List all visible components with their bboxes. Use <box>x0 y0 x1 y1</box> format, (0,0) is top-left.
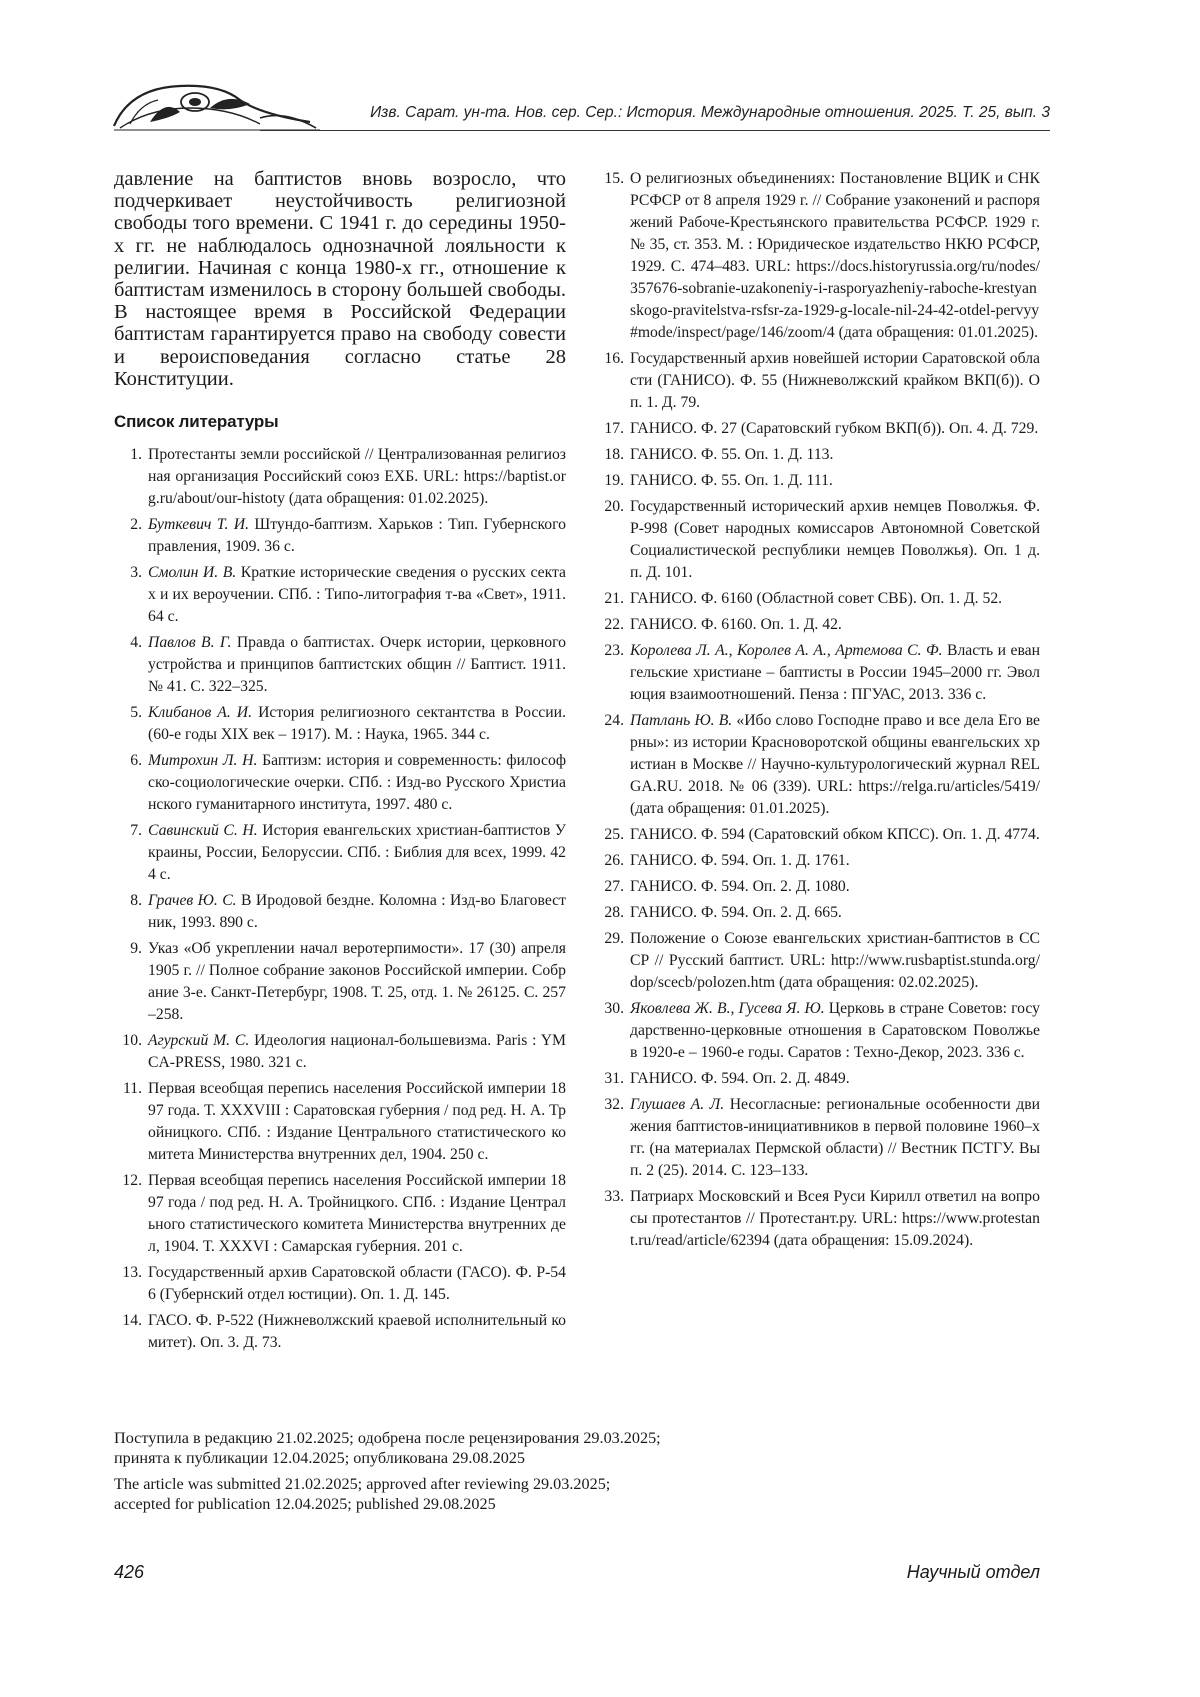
reference-text: ГАСО. Ф. Р-522 (Нижневолжский краевой исполнительный комитет). Оп. 3. Д. 73. <box>148 1312 566 1351</box>
reference-item <box>598 850 1040 872</box>
reference-item <box>598 418 1040 440</box>
reference-item <box>114 938 566 1026</box>
reference-text: ГАНИСО. Ф. 55. Оп. 1. Д. 111. <box>630 472 833 489</box>
reference-author: Королева Л. А., Королев А. А., Артемова С. Ф. <box>630 642 943 659</box>
reference-item <box>114 820 566 886</box>
reference-author: Грачев Ю. С. <box>148 892 237 909</box>
reference-item <box>598 1094 1040 1182</box>
reference-number: 18. <box>598 444 624 466</box>
reference-number: 11. <box>114 1078 142 1100</box>
reference-number: 28. <box>598 902 624 924</box>
reference-number: 33. <box>598 1186 624 1208</box>
reference-text: Краткие исторические сведения о русских сектах и их вероучении. СПб. : Типо-литография т-ва «Свет», 1911. 64 с. <box>148 564 566 625</box>
reference-item <box>114 1310 566 1354</box>
reference-number: 29. <box>598 928 624 950</box>
reference-item <box>598 928 1040 994</box>
reference-author: Клибанов А. И. <box>148 704 252 721</box>
dates-en-line2: accepted for publication 12.04.2025; published 29.08.2025 <box>114 1495 496 1513</box>
reference-number: 7. <box>114 820 142 842</box>
reference-text: Штундо-баптизм. Харьков : Тип. Губернского правления, 1909. 36 с. <box>148 516 566 555</box>
reference-item <box>598 876 1040 898</box>
reference-number: 20. <box>598 496 624 518</box>
reference-number: 17. <box>598 418 624 440</box>
reference-number: 26. <box>598 850 624 872</box>
reference-item <box>114 1030 566 1074</box>
reference-number: 24. <box>598 710 624 732</box>
reference-item <box>598 348 1040 414</box>
reference-item <box>598 614 1040 636</box>
reference-item <box>114 750 566 816</box>
reference-text: Баптизм: история и современность: философско-социологические очерки. СПб. : Изд-во Русского Христианского гуманитарного института, 1997. 480 с. <box>148 752 566 813</box>
reference-number: 5. <box>114 702 142 724</box>
reference-item <box>114 632 566 698</box>
reference-author: Буткевич Т. И. <box>148 516 249 533</box>
reference-text: «Ибо слово Господне право и все дела Его верны»: из истории Красноворотской общины евангельских христиан в Москве // Научно-культурологический журнал RELGA.RU. 2018. № 06 (339). URL: https://relga.ru/articles/5419/ (дата обращения: 01.01.2025). <box>630 712 1040 817</box>
reference-number: 16. <box>598 348 624 370</box>
reference-text: Государственный архив новейшей истории Саратовской области (ГАНИСО). Ф. 55 (Нижневолжский крайком ВКП(б)). Оп. 1. Д. 79. <box>630 350 1040 411</box>
reference-item <box>598 824 1040 846</box>
reference-number: 14. <box>114 1310 142 1332</box>
reference-text: ГАНИСО. Ф. 594 (Саратовский обком КПСС). Оп. 1. Д. 4774. <box>630 826 1040 843</box>
reference-text: Государственный архив Саратовской области (ГАСО). Ф. Р-546 (Губернский отдел юстиции). Оп. 1. Д. 145. <box>148 1264 566 1303</box>
reference-text: Первая всеобщая перепись населения Российской империи 1897 года / под ред. Н. А. Тройницкого. СПб. : Издание Центрального статистического комитета Министерства внутренних дел, 1904. Т. XXXVI : Самарская губерния. 201 с. <box>148 1172 566 1255</box>
reference-number: 19. <box>598 470 624 492</box>
reference-text: Церковь в стране Советов: государственно-церковные отношения в Саратовском Поволжье в 1920-е – 1960-е годы. Саратов : Техно-Декор, 2023. 336 с. <box>630 1000 1040 1061</box>
reference-text: ГАНИСО. Ф. 594. Оп. 2. Д. 665. <box>630 904 842 921</box>
reference-number: 6. <box>114 750 142 772</box>
reference-number: 23. <box>598 640 624 662</box>
reference-item <box>114 514 566 558</box>
reference-text: Несогласные: региональные особенности движения баптистов-инициативников в первой половине 1960–х гг. (на материалах Пермской области) // Вестник ПСТГУ. Вып. 2 (25). 2014. С. 123–133. <box>630 1096 1040 1179</box>
dates-ru <box>114 1428 814 1468</box>
reference-item <box>114 1078 566 1166</box>
reference-text: Первая всеобщая перепись населения Российской империи 1897 года. Т. XXXVIII : Саратовская губерния / под ред. Н. А. Тройницкого. СПб. : Издание Центрального статистического комитета Министерства внутренних дел, 1904. 250 с. <box>148 1080 566 1163</box>
reference-item <box>114 444 566 510</box>
reference-author: Митрохин Л. Н. <box>148 752 257 769</box>
reference-number: 21. <box>598 588 624 610</box>
reference-text: ГАНИСО. Ф. 6160 (Областной совет СВБ). Оп. 1. Д. 52. <box>630 590 1002 607</box>
reference-number: 2. <box>114 514 142 536</box>
page-number: 426 <box>114 1562 144 1583</box>
left-column <box>114 168 566 1358</box>
reference-number: 30. <box>598 998 624 1020</box>
reference-number: 27. <box>598 876 624 898</box>
reference-text: Власть и евангельские христиане – баптисты в России 1945–2000 гг. Эволюция взаимоотношений. Пенза : ПГУАС, 2013. 336 с. <box>630 642 1040 703</box>
reference-item <box>598 998 1040 1064</box>
reference-text: Правда о баптистах. Очерк истории, церковного устройства и принципов баптистских общин // Баптист. 1911. № 41. С. 322–325. <box>148 634 566 695</box>
reference-item <box>114 1262 566 1306</box>
page-footer <box>114 1562 1040 1586</box>
reference-text: ГАНИСО. Ф. 6160. Оп. 1. Д. 42. <box>630 616 842 633</box>
reference-number: 31. <box>598 1068 624 1090</box>
reference-number: 8. <box>114 890 142 912</box>
reference-item <box>114 702 566 746</box>
reference-item <box>598 710 1040 820</box>
reference-item <box>114 890 566 934</box>
reference-number: 12. <box>114 1170 142 1192</box>
dates-en-line1: The article was submitted 21.02.2025; approved after reviewing 29.03.2025; <box>114 1475 610 1493</box>
dates-ru-line1: Поступила в редакцию 21.02.2025; одобрена после рецензирования 29.03.2025; <box>114 1429 661 1447</box>
reference-number: 32. <box>598 1094 624 1116</box>
reference-author: Павлов В. Г. <box>148 634 232 651</box>
reference-text: Указ «Об укреплении начал веротерпимости». 17 (30) апреля 1905 г. // Полное собрание законов Российской империи. Собрание 3-е. Санкт-Петербург, 1908. Т. 25, отд. 1. № 26125. С. 257–258. <box>148 940 566 1023</box>
reference-number: 10. <box>114 1030 142 1052</box>
reference-text: ГАНИСО. Ф. 27 (Саратовский губком ВКП(б)). Оп. 4. Д. 729. <box>630 420 1038 437</box>
references-list-right <box>598 168 1040 1252</box>
reference-text: Патриарх Московский и Всея Руси Кирилл ответил на вопросы протестантов // Протестант.ру. URL: https://www.protestant.ru/read/article/62394 (дата обращения: 15.09.2024). <box>630 1188 1040 1249</box>
references-list-left <box>114 444 566 1354</box>
reference-number: 4. <box>114 632 142 654</box>
reference-text: Идеология национал-большевизма. Paris : YMCA-PRESS, 1980. 321 с. <box>148 1032 566 1071</box>
reference-text: История евангельских христиан-баптистов Украины, России, Белоруссии. СПб. : Библия для всех, 1999. 424 с. <box>148 822 566 883</box>
reference-text: ГАНИСО. Ф. 55. Оп. 1. Д. 113. <box>630 446 833 463</box>
reference-item <box>598 1068 1040 1090</box>
reference-item <box>114 562 566 628</box>
section-name: Научный отдел <box>907 1562 1040 1583</box>
page-header <box>110 78 1050 134</box>
reference-item <box>598 588 1040 610</box>
reference-text: Положение о Союзе евангельских христиан-баптистов в СССР // Русский баптист. URL: http://www.rusbaptist.stunda.org/dop/scecb/polozen.htm (дата обращения: 02.02.2025). <box>630 930 1040 991</box>
reference-item <box>598 1186 1040 1252</box>
references-heading: Список литературы <box>114 412 566 432</box>
reference-text: Протестанты земли российской // Централизованная религиозная организация Российский союз ЕХБ. URL: https://baptist.org.ru/about/our-histoty (дата обращения: 01.02.2025). <box>148 446 566 507</box>
right-column <box>598 168 1040 1256</box>
reference-number: 3. <box>114 562 142 584</box>
reference-item <box>598 640 1040 706</box>
reference-number: 13. <box>114 1262 142 1284</box>
reference-number: 22. <box>598 614 624 636</box>
reference-author: Глушаев А. Л. <box>630 1096 724 1113</box>
body-paragraph: давление на баптистов вновь возросло, что подчеркивает неустойчивость религиозной свободы того времени. С 1941 г. до середины 1950-х гг. не наблюдалось однозначной лояльности к религии. Начиная с конца 1980-х гг., отношение к баптистам изменилось в сторону большей свободы. В настоящее время в Российской Федерации баптистам гарантируется право на свободу совести и вероисповедания согласно статье 28 Конституции. <box>114 168 566 390</box>
reference-number: 1. <box>114 444 142 466</box>
reference-item <box>598 168 1040 344</box>
reference-author: Савинский С. Н. <box>148 822 258 839</box>
reference-text: История религиозного сектантства в России. (60-е годы XIX век – 1917). М. : Наука, 1965. 344 с. <box>148 704 566 743</box>
reference-item <box>114 1170 566 1258</box>
reference-number: 25. <box>598 824 624 846</box>
reference-author: Смолин И. В. <box>148 564 236 581</box>
reference-item <box>598 470 1040 492</box>
dates-en <box>114 1474 814 1514</box>
reference-author: Патлань Ю. В. <box>630 712 732 729</box>
dates-ru-line2: принята к публикации 12.04.2025; опубликована 29.08.2025 <box>114 1449 525 1467</box>
reference-text: Государственный исторический архив немцев Поволжья. Ф. Р-998 (Совет народных комиссаров Автономной Советской Социалистической республики немцев Поволжья). Оп. 1 д. п. Д. 101. <box>630 498 1040 581</box>
running-head: Изв. Сарат. ун-та. Нов. сер. Сер.: История. Международные отношения. 2025. Т. 25, вып. 3 <box>370 104 1050 122</box>
reference-item <box>598 444 1040 466</box>
reference-text: ГАНИСО. Ф. 594. Оп. 2. Д. 1080. <box>630 878 850 895</box>
reference-number: 9. <box>114 938 142 960</box>
journal-ornament-logo <box>110 78 320 134</box>
reference-item <box>598 496 1040 584</box>
reference-number: 15. <box>598 168 624 190</box>
reference-text: ГАНИСО. Ф. 594. Оп. 1. Д. 1761. <box>630 852 850 869</box>
reference-text: ГАНИСО. Ф. 594. Оп. 2. Д. 4849. <box>630 1070 850 1087</box>
article-dates <box>114 1428 814 1520</box>
reference-author: Агурский М. С. <box>148 1032 249 1049</box>
reference-text: О религиозных объединениях: Постановление ВЦИК и СНК РСФСР от 8 апреля 1929 г. // Собрание узаконений и распоряжений Рабоче-Крестьянского правительства РСФСР. 1929 г. № 35, ст. 353. М. : Юридическое издательство НКЮ РСФСР, 1929. С. 474–483. URL: https://docs.historyrussia.org/ru/nodes/357676-sobranie-uzakoneniy-i-rasporyazheniy-raboche-krestyanskogo-pravitelstva-rsfsr-za-1929-g-locale-nil-24-42-otdel-pervyy#mode/inspect/page/146/zoom/4 (дата обращения: 01.01.2025). <box>630 170 1040 341</box>
header-rule <box>260 130 1050 131</box>
reference-item <box>598 902 1040 924</box>
reference-author: Яковлева Ж. В., Гусева Я. Ю. <box>630 1000 825 1017</box>
reference-text: В Иродовой бездне. Коломна : Изд-во Благовестник, 1993. 890 с. <box>148 892 566 931</box>
